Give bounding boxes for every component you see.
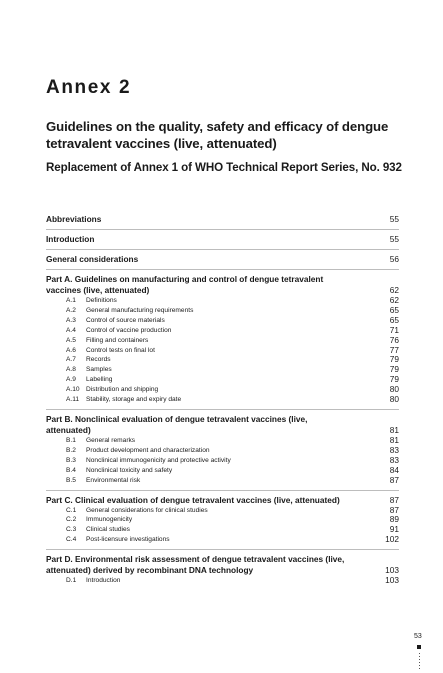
toc-subentry-left — [46, 326, 171, 336]
toc-subentry-page: 71 — [389, 324, 399, 335]
toc-subentry-left — [46, 365, 112, 375]
toc-subentry-title: Distribution and shipping — [86, 386, 159, 394]
document-subtitle: Replacement of Annex 1 of WHO Technical Report Series, No. 932 — [46, 161, 402, 174]
table-of-contents — [46, 214, 399, 586]
toc-subentry-number: A.11 — [66, 396, 80, 404]
page-marker-dots — [419, 653, 420, 671]
toc-subentry-number: A.5 — [66, 336, 76, 344]
toc-subentry-number: B.4 — [66, 466, 76, 474]
toc-subentry-left — [46, 296, 117, 306]
divider — [46, 490, 399, 491]
toc-subentry-number: B.2 — [66, 446, 76, 454]
toc-subentry-number: C.4 — [66, 536, 77, 544]
toc-subentry-number: A.8 — [66, 366, 76, 374]
toc-part-title: Part C. Clinical evaluation of dengue tetravalent vaccines (live, attenuated) — [46, 494, 340, 505]
toc-subentry-title: Environmental risk — [86, 476, 141, 484]
toc-subentry-number: A.9 — [66, 376, 76, 384]
toc-subentry-title: General manufacturing requirements — [86, 306, 194, 314]
toc-subentry-title: Definitions — [86, 297, 117, 304]
toc-entry-page: 62 — [389, 285, 399, 295]
toc-part-a[interactable] — [46, 274, 399, 296]
toc-entry-page: 55 — [389, 234, 399, 244]
toc-subentry-page: 87 — [389, 504, 399, 515]
toc-subentry-title: Control of source materials — [86, 316, 165, 324]
toc-subentry-page: 76 — [389, 334, 399, 345]
toc-subentry-number: C.3 — [66, 526, 77, 534]
toc-subentry-left — [46, 525, 130, 535]
annex-label: Annex 2 — [46, 77, 132, 98]
page-marker — [417, 645, 421, 649]
toc-subentry[interactable] — [46, 436, 399, 446]
toc-subentry-left — [46, 506, 208, 516]
toc-subentry-left — [46, 355, 111, 365]
toc-introduction[interactable] — [46, 234, 399, 245]
toc-subentry-title: Clinical studies — [86, 526, 130, 534]
toc-subentry-left — [46, 385, 158, 395]
toc-subentry-left — [46, 466, 172, 476]
toc-subentry-title: Nonclinical toxicity and safety — [86, 466, 173, 474]
toc-subentry[interactable] — [46, 525, 399, 535]
toc-subentry[interactable] — [46, 535, 399, 545]
toc-subentry-page: 91 — [389, 524, 399, 535]
toc-subentry-title: Records — [86, 356, 111, 364]
divider — [46, 549, 399, 550]
toc-subentry-number: B.1 — [66, 436, 76, 444]
toc-subentry-left — [46, 436, 135, 446]
toc-subentry-page: 103 — [385, 575, 399, 586]
toc-subentry-left — [46, 446, 210, 456]
toc-subentry-left — [46, 456, 231, 466]
toc-subentry-page: 80 — [389, 394, 399, 405]
toc-subentry[interactable] — [46, 576, 399, 586]
toc-subentry[interactable] — [46, 336, 399, 346]
divider — [46, 249, 399, 250]
toc-subentry-left — [46, 306, 193, 316]
divider — [46, 269, 399, 270]
toc-subentry[interactable] — [46, 346, 399, 356]
toc-subentry[interactable] — [46, 515, 399, 525]
toc-subentry-number: A.7 — [66, 356, 76, 364]
toc-subentry-left — [46, 395, 181, 405]
toc-subentry[interactable] — [46, 365, 399, 375]
toc-subentry[interactable] — [46, 355, 399, 365]
toc-subentry-page: 89 — [389, 514, 399, 525]
toc-subentry-page: 80 — [389, 384, 399, 395]
toc-subentry[interactable] — [46, 306, 399, 316]
part-c-items — [46, 506, 399, 546]
toc-subentry-number: A.3 — [66, 316, 76, 324]
toc-subentry-page: 83 — [389, 444, 399, 455]
toc-subentry-page: 77 — [389, 344, 399, 355]
toc-subentry-number: D.1 — [66, 577, 77, 585]
toc-subentry-page: 65 — [389, 304, 399, 315]
toc-subentry[interactable] — [46, 316, 399, 326]
toc-subentry-number: A.1 — [66, 297, 76, 304]
toc-subentry-title: Introduction — [86, 577, 121, 585]
toc-subentry-title: General considerations for clinical studies — [86, 506, 208, 514]
toc-subentry-number: A.2 — [66, 306, 76, 314]
toc-subentry-page: 62 — [389, 295, 399, 305]
toc-subentry-title: Samples — [86, 366, 112, 374]
toc-part-d[interactable] — [46, 554, 399, 576]
toc-subentry-left — [46, 515, 132, 525]
toc-subentry-page: 84 — [389, 464, 399, 475]
divider — [46, 409, 399, 410]
toc-subentry-number: C.1 — [66, 506, 77, 514]
toc-subentry[interactable] — [46, 506, 399, 516]
toc-entry-title: General considerations — [46, 254, 139, 264]
toc-subentry-title: Control of vaccine production — [86, 326, 172, 334]
toc-subentry-number: A.4 — [66, 326, 76, 334]
toc-subentry-number: A.10 — [66, 386, 80, 394]
toc-subentry-page: 102 — [385, 534, 399, 545]
toc-subentry-left — [46, 336, 148, 346]
toc-subentry[interactable] — [46, 476, 399, 486]
toc-subentry-title: Post-licensure investigations — [86, 536, 170, 544]
toc-subentry-title: Immunogenicity — [86, 516, 133, 524]
toc-subentry[interactable] — [46, 466, 399, 476]
toc-subentry-page: 81 — [389, 434, 399, 445]
toc-subentry-page: 79 — [389, 354, 399, 365]
toc-subentry-number: C.2 — [66, 516, 77, 524]
toc-part-title: Part D. Environmental risk assessment of dengue tetravalent vaccines (live, attenuated) derived by recombinant DNA technology — [46, 554, 345, 576]
toc-subentry-title: Nonclinical immunogenicity and protective activity — [86, 456, 231, 464]
toc-entry-page: 55 — [389, 214, 399, 224]
part-d-items — [46, 576, 399, 586]
toc-entry-page: 87 — [389, 494, 399, 505]
toc-subentry[interactable] — [46, 326, 399, 336]
toc-entry-page: 103 — [385, 565, 399, 576]
toc-subentry[interactable] — [46, 446, 399, 456]
toc-subentry-page: 83 — [389, 454, 399, 465]
toc-subentry-page: 79 — [389, 374, 399, 385]
toc-general-considerations[interactable] — [46, 254, 399, 265]
part-a-items — [46, 296, 399, 405]
toc-part-c[interactable] — [46, 495, 399, 506]
divider — [46, 229, 399, 230]
toc-entry-page: 56 — [389, 254, 399, 264]
toc-subentry[interactable] — [46, 456, 399, 466]
toc-subentry-number: B.3 — [66, 456, 76, 464]
toc-entry-page: 81 — [389, 424, 399, 435]
toc-subentry-left — [46, 316, 165, 326]
toc-subentry-left — [46, 476, 140, 486]
toc-subentry-number: B.5 — [66, 476, 76, 484]
toc-subentry[interactable] — [46, 385, 399, 395]
toc-subentry-page: 87 — [389, 474, 399, 485]
toc-subentry-left — [46, 346, 155, 356]
toc-subentry-left — [46, 375, 112, 385]
toc-subentry[interactable] — [46, 375, 399, 385]
toc-subentry-title: Stability, storage and expiry date — [86, 396, 182, 404]
toc-subentry-left — [46, 535, 170, 545]
toc-entry-title: Introduction — [46, 234, 95, 244]
toc-subentry-page: 79 — [389, 364, 399, 375]
document-title: Guidelines on the quality, safety and efficacy of dengue tetravalent vaccines (live, attenuated) — [46, 119, 389, 151]
toc-abbreviations[interactable] — [46, 214, 399, 225]
toc-part-b[interactable] — [46, 414, 399, 436]
toc-subentry-title: General remarks — [86, 436, 136, 444]
toc-subentry-number: A.6 — [66, 346, 76, 354]
toc-subentry-title: Control tests on final lot — [86, 346, 155, 354]
toc-part-title: Part B. Nonclinical evaluation of dengue tetravalent vaccines (live, attenuated) — [46, 413, 308, 435]
toc-subentry-title: Filling and containers — [86, 336, 149, 344]
toc-subentry-page: 65 — [389, 314, 399, 325]
toc-part-title: Part A. Guidelines on manufacturing and control of dengue tetravalent vaccines (live, attenuated) — [46, 274, 324, 295]
part-b-items — [46, 436, 399, 486]
toc-subentry-title: Product development and characterization — [86, 446, 210, 454]
toc-subentry-left — [46, 576, 120, 586]
toc-subentry[interactable] — [46, 296, 399, 306]
page-number: 53 — [414, 633, 422, 640]
toc-subentry-title: Labelling — [86, 376, 113, 384]
toc-entry-title: Abbreviations — [46, 214, 102, 224]
toc-subentry[interactable] — [46, 395, 399, 405]
